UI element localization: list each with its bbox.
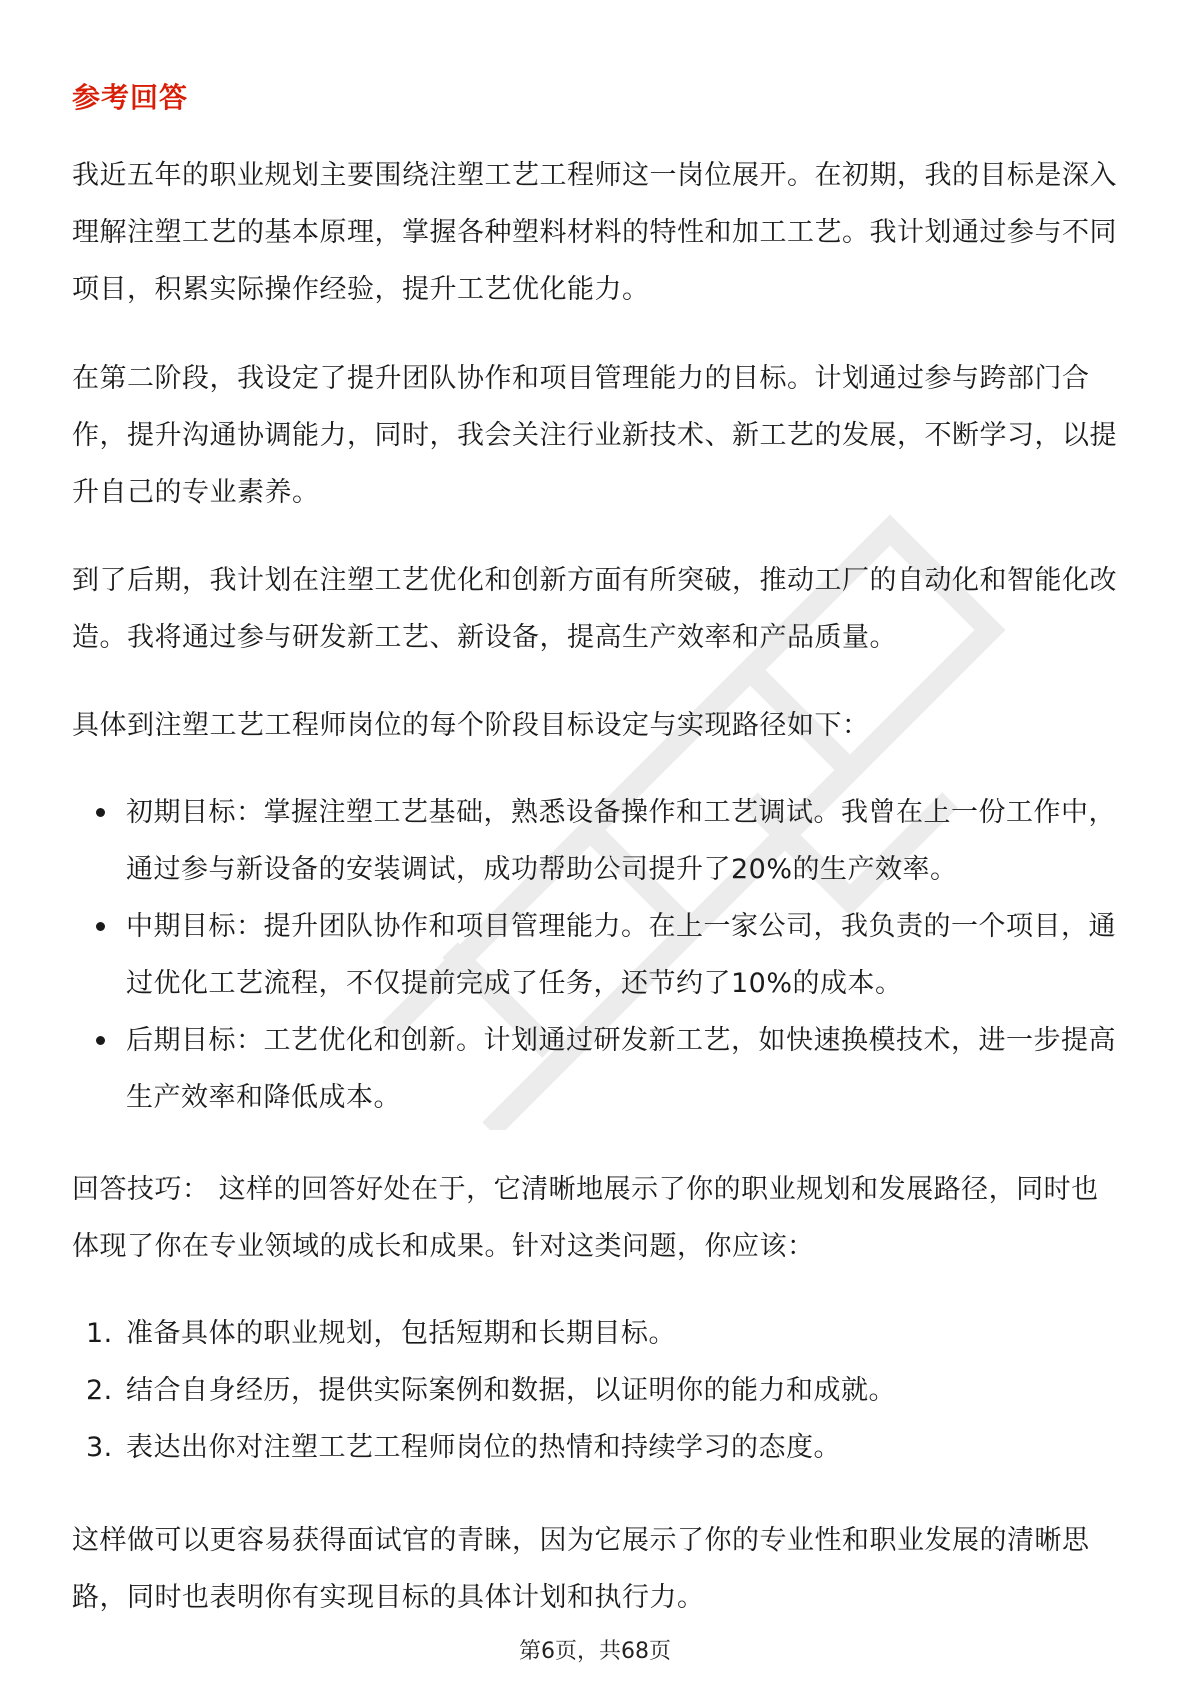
list-text: 准备具体的职业规划，包括短期和长期目标。 xyxy=(126,1318,676,1349)
tips-numbered-list xyxy=(72,1305,1118,1476)
page-number-footer: 第6页，共68页 xyxy=(519,1639,671,1664)
goal-bullet-list xyxy=(72,784,1118,1126)
bullet-dot-icon xyxy=(96,922,105,931)
path-intro-paragraph: 具体到注塑工艺工程师岗位的每个阶段目标设定与实现路径如下： xyxy=(72,710,870,741)
list-item xyxy=(72,1419,1118,1476)
bullet-text: 初期目标：掌握注塑工艺基础，熟悉设备操作和工艺调试。我曾在上一份工作中，通过参与新设备的安装调试，成功帮助公司提升了20%的生产效率。 xyxy=(126,797,1116,885)
list-text: 表达出你对注塑工艺工程师岗位的热情和持续学习的态度。 xyxy=(126,1432,841,1463)
list-number: 2. xyxy=(86,1375,113,1406)
later-stage-paragraph: 到了后期，我计划在注塑工艺优化和创新方面有所突破，推动工厂的自动化和智能化改造。我将通过参与研发新工艺、新设备，提高生产效率和产品质量。 xyxy=(72,565,1117,653)
bullet-dot-icon xyxy=(96,1036,105,1045)
closing-paragraph: 这样做可以更容易获得面试官的青睐，因为它展示了你的专业性和职业发展的清晰思路，同时也表明你有实现目标的具体计划和执行力。 xyxy=(72,1525,1090,1613)
list-item xyxy=(72,1362,1118,1419)
intro-paragraph: 我近五年的职业规划主要围绕注塑工艺工程师这一岗位展开。在初期，我的目标是深入理解注塑工艺的基本原理，掌握各种塑料材料的特性和加工工艺。我计划通过参与不同项目，积累实际操作经验，提升工艺优化能力。 xyxy=(72,160,1117,305)
list-item xyxy=(72,1305,1118,1362)
bullet-text: 后期目标：工艺优化和创新。计划通过研发新工艺，如快速换模技术，进一步提高生产效率和降低成本。 xyxy=(126,1025,1116,1113)
list-item xyxy=(72,898,1118,1012)
second-stage-paragraph: 在第二阶段，我设定了提升团队协作和项目管理能力的目标。计划通过参与跨部门合作，提升沟通协调能力，同时，我会关注行业新技术、新工艺的发展，不断学习，以提升自己的专业素养。 xyxy=(72,363,1117,508)
bullet-text: 中期目标：提升团队协作和项目管理能力。在上一家公司，我负责的一个项目，通过优化工艺流程，不仅提前完成了任务，还节约了10%的成本。 xyxy=(126,911,1116,999)
list-number: 1. xyxy=(86,1318,113,1349)
bullet-dot-icon xyxy=(96,808,105,817)
section-heading: 参考回答 xyxy=(72,81,189,114)
answer-tips-paragraph: 回答技巧： 这样的回答好处在于，它清晰地展示了你的职业规划和发展路径，同时也体现了你在专业领域的成长和成果。针对这类问题，你应该： xyxy=(72,1174,1099,1262)
list-text: 结合自身经历，提供实际案例和数据，以证明你的能力和成就。 xyxy=(126,1375,896,1406)
list-item xyxy=(72,784,1118,898)
list-item xyxy=(72,1012,1118,1126)
list-number: 3. xyxy=(86,1432,113,1463)
